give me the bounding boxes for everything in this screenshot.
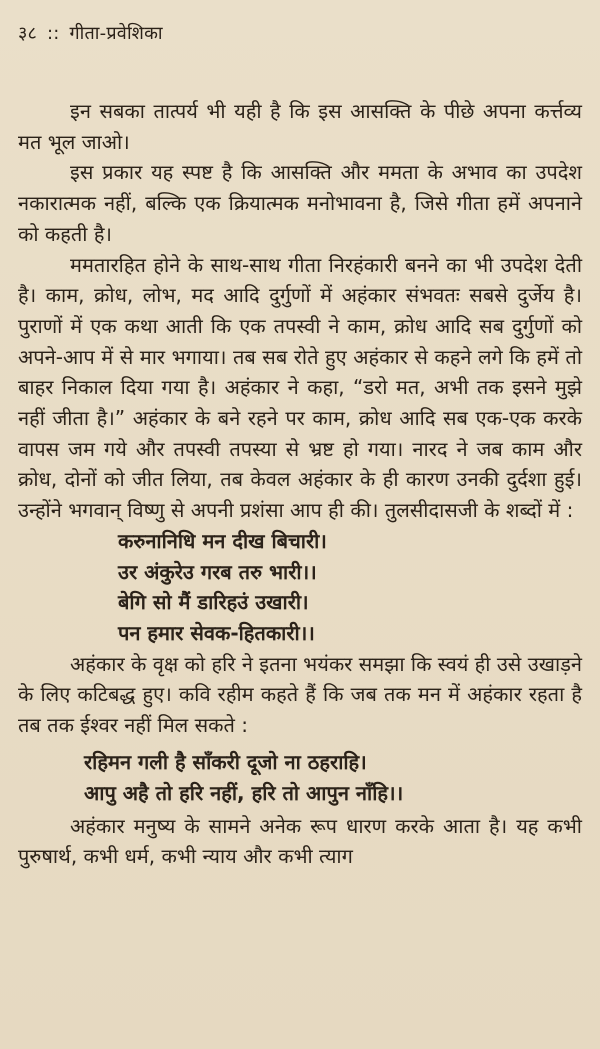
header-separator: :: [47,23,60,44]
paragraph-1: इन सबका तात्पर्य भी यही है कि इस आसक्ति के पीछे अपना कर्त्तव्य मत भूल जाओ। [18,99,582,154]
couplet-line: आपु अहै तो हरि नहीं, हरि तो आपुन नाँहि।। [84,780,404,805]
verse-line: उर अंकुरेउ गरब तरु भारी।। [118,559,317,584]
paragraph-5: अहंकार मनुष्य के सामने अनेक रूप धारण करके आता है। यह कभी पुरुषार्थ, कभी धर्म, कभी न्याय और कभी त्याग [18,813,582,869]
paragraph-3: ममतारहित होने के साथ-साथ गीता निरहंकारी बनने का भी उपदेश देती है। काम, क्रोध, लोभ, मद आदि दुर्गुणों में अहंकार संभवतः सबसे दुर्जेय है। पुराणों में एक कथा आती कि एक तपस्वी ने काम, क्रोध आदि सब दुर्गुणों को अपने-आप में से मार भगाया। तब सब रोते हुए अहंकार से कहने लगे कि हमें तो बाहर निकाल दिया गया है। अहंकार ने कहा, “डरो मत, अभी तक इसने मुझे नहीं जीता है।” अहंकार के बने रहने पर काम, क्रोध आदि सब एक-एक करके वापस जम गये और तपस्वी तपस्या से भ्रष्ट हो गया। नारद ने जब काम और क्रोध, दोनों को जीत लिया, तब केवल अहंकार के ही कारण उनकी दुर्दशा हुई। उन्होंने भगवान् विष्णु से अपनी प्रशंसा आप ही की। तुलसीदासजी के शब्दों में : [18,252,582,523]
page-number: ३८ [18,23,38,44]
verse-line: बेगि सो मैं डारिहउं उखारी। [118,590,309,615]
running-head [18,22,582,46]
book-title: गीता-प्रवेशिका [69,23,163,44]
couplet-line: रहिमन गली है साँकरी दूजो ना ठहराहि। [84,749,367,774]
tulsidas-verse [18,526,582,649]
verse-line: करुनानिधि मन दीख बिचारी। [118,528,327,553]
rahim-couplet [18,747,582,809]
verse-line: पन हमार सेवक-हितकारी।। [118,620,315,645]
paragraph-2: इस प्रकार यह स्पष्ट है कि आसक्ति और ममता के अभाव का उपदेश नकारात्मक नहीं, बल्कि एक क्रियात्मक मनोभावना है, जिसे गीता हमें अपनाने को कहती है। [18,160,582,246]
paragraph-4: अहंकार के वृक्ष को हरि ने इतना भयंकर समझा कि स्वयं ही उसे उखाड़ने के लिए कटिबद्ध हुए। कवि रहीम कहते हैं कि जब तक मन में अहंकार रहता है तब तक ईश्वर नहीं मिल सकते : [18,651,582,738]
